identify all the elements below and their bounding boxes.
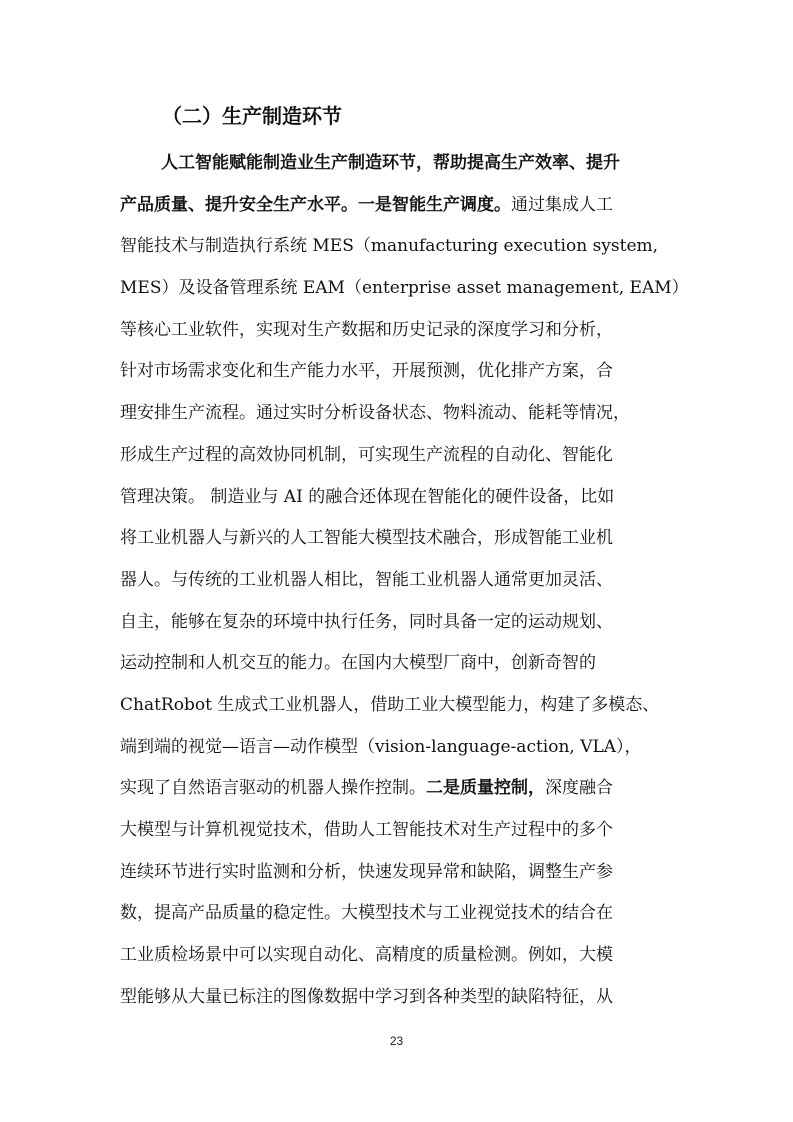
bold-text-run: 产品质量、提升安全生产水平。一是智能生产调度。 <box>120 194 511 215</box>
text-run: 理安排生产流程。通过实时分析设备状态、物料流动、能耗等情况， <box>120 403 630 424</box>
text-run: 管理决策。 制造业与 AI 的融合还体现在智能化的硬件设备，比如 <box>120 486 615 507</box>
text-run: ChatRobot 生成式工业机器人，借助工业大模型能力，构建了多模态、 <box>120 694 660 715</box>
text-run: 形成生产过程的高效协同机制，可实现生产流程的自动化、智能化 <box>120 444 613 465</box>
text-line <box>120 685 680 727</box>
text-line <box>120 310 680 352</box>
text-line <box>120 393 680 435</box>
text-run: 型能够从大量已标注的图像数据中学习到各种类型的缺陷特征，从 <box>120 986 613 1007</box>
text-line <box>120 351 680 393</box>
text-run: 大模型与计算机视觉技术，借助人工智能技术对生产过程中的多个 <box>120 820 613 840</box>
text-run: MES）及设备管理系统 EAM（enterprise asset management, EAM） <box>120 278 689 299</box>
text-run: 将工业机器人与新兴的人工智能大模型技术融合，形成智能工业机 <box>120 528 613 549</box>
text-line <box>120 435 680 477</box>
text-run: 连续环节进行实时监测和分析，快速发现异常和缺陷，调整生产参 <box>120 861 613 882</box>
text-line <box>120 518 680 560</box>
text-run: 通过集成人工 <box>511 194 613 215</box>
text-line <box>120 560 680 602</box>
text-run: 深度融合 <box>545 778 613 799</box>
text-run: 自主，能够在复杂的环境中执行任务，同时具备一定的运动规划、 <box>120 611 613 632</box>
page-number: 23 <box>389 1034 404 1048</box>
bold-text-run: 二是质量控制， <box>426 778 545 799</box>
text-run: 智能技术与制造执行系统 MES（manufacturing execution system, <box>120 236 659 257</box>
text-line <box>120 602 680 644</box>
bold-text-run: 人工智能赋能制造业生产制造环节，帮助提高生产效率、提升 <box>161 153 620 173</box>
text-run: 实现了自然语言驱动的机器人操作控制。 <box>120 778 426 799</box>
text-line <box>120 268 689 310</box>
text-line <box>120 143 680 185</box>
text-line <box>120 643 680 685</box>
text-run: 工业质检场景中可以实现自动化、高精度的质量检测。例如，大模 <box>120 945 613 966</box>
text-line <box>120 852 680 894</box>
text-line <box>120 977 680 1019</box>
text-run: 针对市场需求变化和生产能力水平，开展预测，优化排产方案，合 <box>120 361 613 382</box>
text-line <box>120 935 680 977</box>
text-line <box>120 893 680 935</box>
section-heading: （二）生产制造环节 <box>162 104 342 128</box>
text-line <box>120 768 680 810</box>
text-line <box>120 727 680 769</box>
text-run: 运动控制和人机交互的能力。在国内大模型厂商中，创新奇智的 <box>120 653 596 674</box>
text-line <box>120 226 680 268</box>
text-run: 端到端的视觉—语言—动作模型（vision-language-action, VLA）， <box>120 736 642 757</box>
text-line <box>120 810 680 852</box>
text-line <box>120 477 680 519</box>
text-run: 器人。与传统的工业机器人相比，智能工业机器人通常更加灵活、 <box>120 569 613 590</box>
text-line <box>120 185 680 227</box>
text-run: 等核心工业软件，实现对生产数据和历史记录的深度学习和分析， <box>120 319 613 340</box>
text-run: 数，提高产品质量的稳定性。大模型技术与工业视觉技术的结合在 <box>120 903 613 924</box>
body-paragraph <box>120 143 689 1018</box>
